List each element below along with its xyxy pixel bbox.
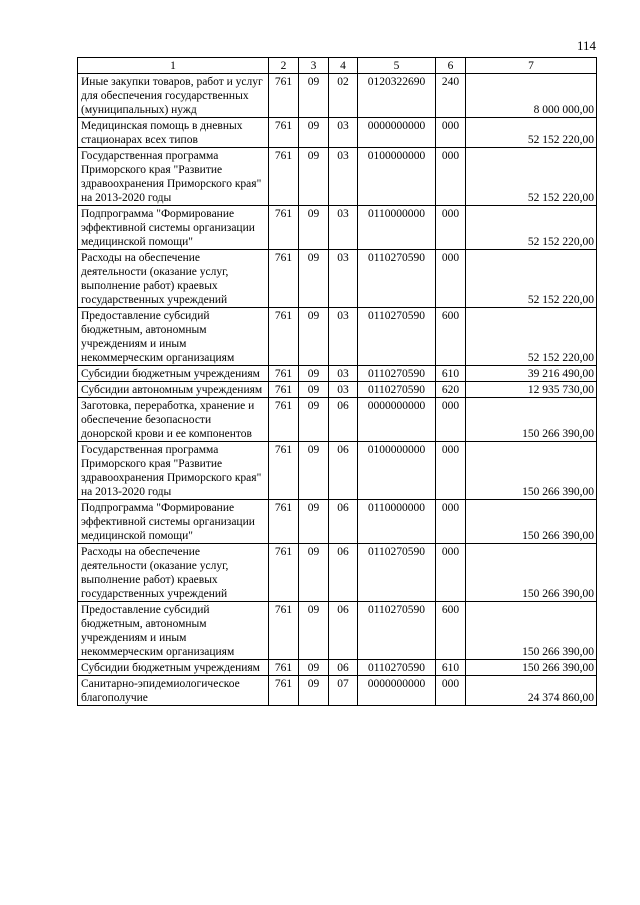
cell-name: Заготовка, переработка, хранение и обеспечение безопасности донорской крови и ее компонентов [78,398,269,442]
table-row [78,398,597,442]
cell-ministry-code: 761 [269,442,299,500]
cell-subsection-code: 06 [329,442,358,500]
cell-name: Предоставление субсидий бюджетным, автономным учреждениям и иным некоммерческим организациям [78,602,269,660]
cell-subsection-code: 06 [329,602,358,660]
cell-name: Субсидии бюджетным учреждениям [78,660,269,676]
cell-expense-type: 000 [436,676,466,706]
cell-ministry-code: 761 [269,500,299,544]
cell-expense-type: 000 [436,250,466,308]
cell-ministry-code: 761 [269,382,299,398]
cell-amount: 39 216 490,00 [466,366,597,382]
cell-name: Субсидии бюджетным учреждениям [78,366,269,382]
cell-target-article: 0000000000 [358,398,436,442]
cell-amount: 52 152 220,00 [466,118,597,148]
cell-subsection-code: 07 [329,676,358,706]
cell-expense-type: 000 [436,206,466,250]
cell-name: Предоставление субсидий бюджетным, автономным учреждениям и иным некоммерческим организациям [78,308,269,366]
table-row [78,250,597,308]
cell-subsection-code: 03 [329,206,358,250]
cell-section-code: 09 [299,398,329,442]
table-row [78,602,597,660]
cell-section-code: 09 [299,148,329,206]
cell-target-article: 0110000000 [358,500,436,544]
cell-amount: 150 266 390,00 [466,442,597,500]
cell-section-code: 09 [299,442,329,500]
cell-name: Подпрограмма "Формирование эффективной системы организации медицинской помощи" [78,500,269,544]
cell-expense-type: 600 [436,308,466,366]
cell-subsection-code: 03 [329,366,358,382]
cell-amount: 52 152 220,00 [466,308,597,366]
cell-target-article: 0110270590 [358,308,436,366]
cell-ministry-code: 761 [269,660,299,676]
table-row [78,500,597,544]
header-col-1: 1 [78,58,269,74]
cell-section-code: 09 [299,308,329,366]
cell-subsection-code: 03 [329,118,358,148]
cell-ministry-code: 761 [269,366,299,382]
cell-amount: 52 152 220,00 [466,206,597,250]
cell-expense-type: 000 [436,118,466,148]
cell-amount: 150 266 390,00 [466,500,597,544]
cell-amount: 150 266 390,00 [466,660,597,676]
table-row [78,118,597,148]
header-col-3: 3 [299,58,329,74]
table-row [78,206,597,250]
cell-expense-type: 000 [436,442,466,500]
cell-expense-type: 000 [436,500,466,544]
header-col-7: 7 [466,58,597,74]
cell-subsection-code: 06 [329,398,358,442]
cell-target-article: 0000000000 [358,676,436,706]
cell-ministry-code: 761 [269,206,299,250]
cell-subsection-code: 06 [329,544,358,602]
cell-ministry-code: 761 [269,602,299,660]
cell-name: Государственная программа Приморского края "Развитие здравоохранения Приморского края" на 2013-2020 годы [78,442,269,500]
table-row [78,74,597,118]
cell-expense-type: 610 [436,660,466,676]
cell-target-article: 0110270590 [358,544,436,602]
cell-amount: 12 935 730,00 [466,382,597,398]
cell-subsection-code: 03 [329,250,358,308]
cell-name: Расходы на обеспечение деятельности (оказание услуг, выполнение работ) краевых государственных учреждений [78,250,269,308]
cell-name: Расходы на обеспечение деятельности (оказание услуг, выполнение работ) краевых государственных учреждений [78,544,269,602]
cell-amount: 52 152 220,00 [466,250,597,308]
header-col-4: 4 [329,58,358,74]
cell-expense-type: 600 [436,602,466,660]
cell-name: Иные закупки товаров, работ и услуг для обеспечения государственных (муниципальных) нужд [78,74,269,118]
header-col-2: 2 [269,58,299,74]
cell-expense-type: 610 [436,366,466,382]
cell-expense-type: 620 [436,382,466,398]
cell-target-article: 0110270590 [358,602,436,660]
cell-section-code: 09 [299,118,329,148]
cell-subsection-code: 02 [329,74,358,118]
cell-section-code: 09 [299,602,329,660]
cell-section-code: 09 [299,206,329,250]
cell-amount: 150 266 390,00 [466,398,597,442]
cell-name: Медицинская помощь в дневных стационарах всех типов [78,118,269,148]
cell-section-code: 09 [299,500,329,544]
table-row [78,660,597,676]
cell-subsection-code: 03 [329,382,358,398]
cell-name: Санитарно-эпидемиологическое благополучие [78,676,269,706]
cell-target-article: 0000000000 [358,118,436,148]
cell-ministry-code: 761 [269,308,299,366]
cell-section-code: 09 [299,676,329,706]
cell-ministry-code: 761 [269,148,299,206]
table-header [78,58,597,74]
budget-table [77,57,597,706]
cell-section-code: 09 [299,660,329,676]
cell-target-article: 0110000000 [358,206,436,250]
cell-ministry-code: 761 [269,74,299,118]
cell-expense-type: 000 [436,398,466,442]
cell-target-article: 0110270590 [358,660,436,676]
table-row [78,308,597,366]
cell-section-code: 09 [299,382,329,398]
cell-amount: 8 000 000,00 [466,74,597,118]
table-row [78,544,597,602]
cell-expense-type: 240 [436,74,466,118]
cell-target-article: 0110270590 [358,366,436,382]
cell-target-article: 0100000000 [358,148,436,206]
cell-expense-type: 000 [436,544,466,602]
cell-ministry-code: 761 [269,118,299,148]
table-row [78,148,597,206]
header-row [78,58,597,74]
table-row [78,382,597,398]
cell-name: Субсидии автономным учреждениям [78,382,269,398]
table-row [78,676,597,706]
cell-amount: 150 266 390,00 [466,544,597,602]
table-row [78,442,597,500]
cell-ministry-code: 761 [269,676,299,706]
cell-ministry-code: 761 [269,250,299,308]
cell-subsection-code: 06 [329,660,358,676]
page-number: 114 [576,38,596,53]
cell-ministry-code: 761 [269,398,299,442]
cell-subsection-code: 03 [329,148,358,206]
cell-amount: 52 152 220,00 [466,148,597,206]
cell-subsection-code: 06 [329,500,358,544]
cell-section-code: 09 [299,74,329,118]
cell-target-article: 0100000000 [358,442,436,500]
cell-amount: 150 266 390,00 [466,602,597,660]
cell-target-article: 0110270590 [358,382,436,398]
cell-subsection-code: 03 [329,308,358,366]
header-col-6: 6 [436,58,466,74]
cell-section-code: 09 [299,544,329,602]
cell-ministry-code: 761 [269,544,299,602]
header-col-5: 5 [358,58,436,74]
cell-amount: 24 374 860,00 [466,676,597,706]
cell-target-article: 0110270590 [358,250,436,308]
cell-name: Государственная программа Приморского края "Развитие здравоохранения Приморского края" на 2013-2020 годы [78,148,269,206]
table-row [78,366,597,382]
cell-section-code: 09 [299,250,329,308]
cell-section-code: 09 [299,366,329,382]
cell-name: Подпрограмма "Формирование эффективной системы организации медицинской помощи" [78,206,269,250]
cell-expense-type: 000 [436,148,466,206]
cell-target-article: 0120322690 [358,74,436,118]
table-body [78,74,597,706]
